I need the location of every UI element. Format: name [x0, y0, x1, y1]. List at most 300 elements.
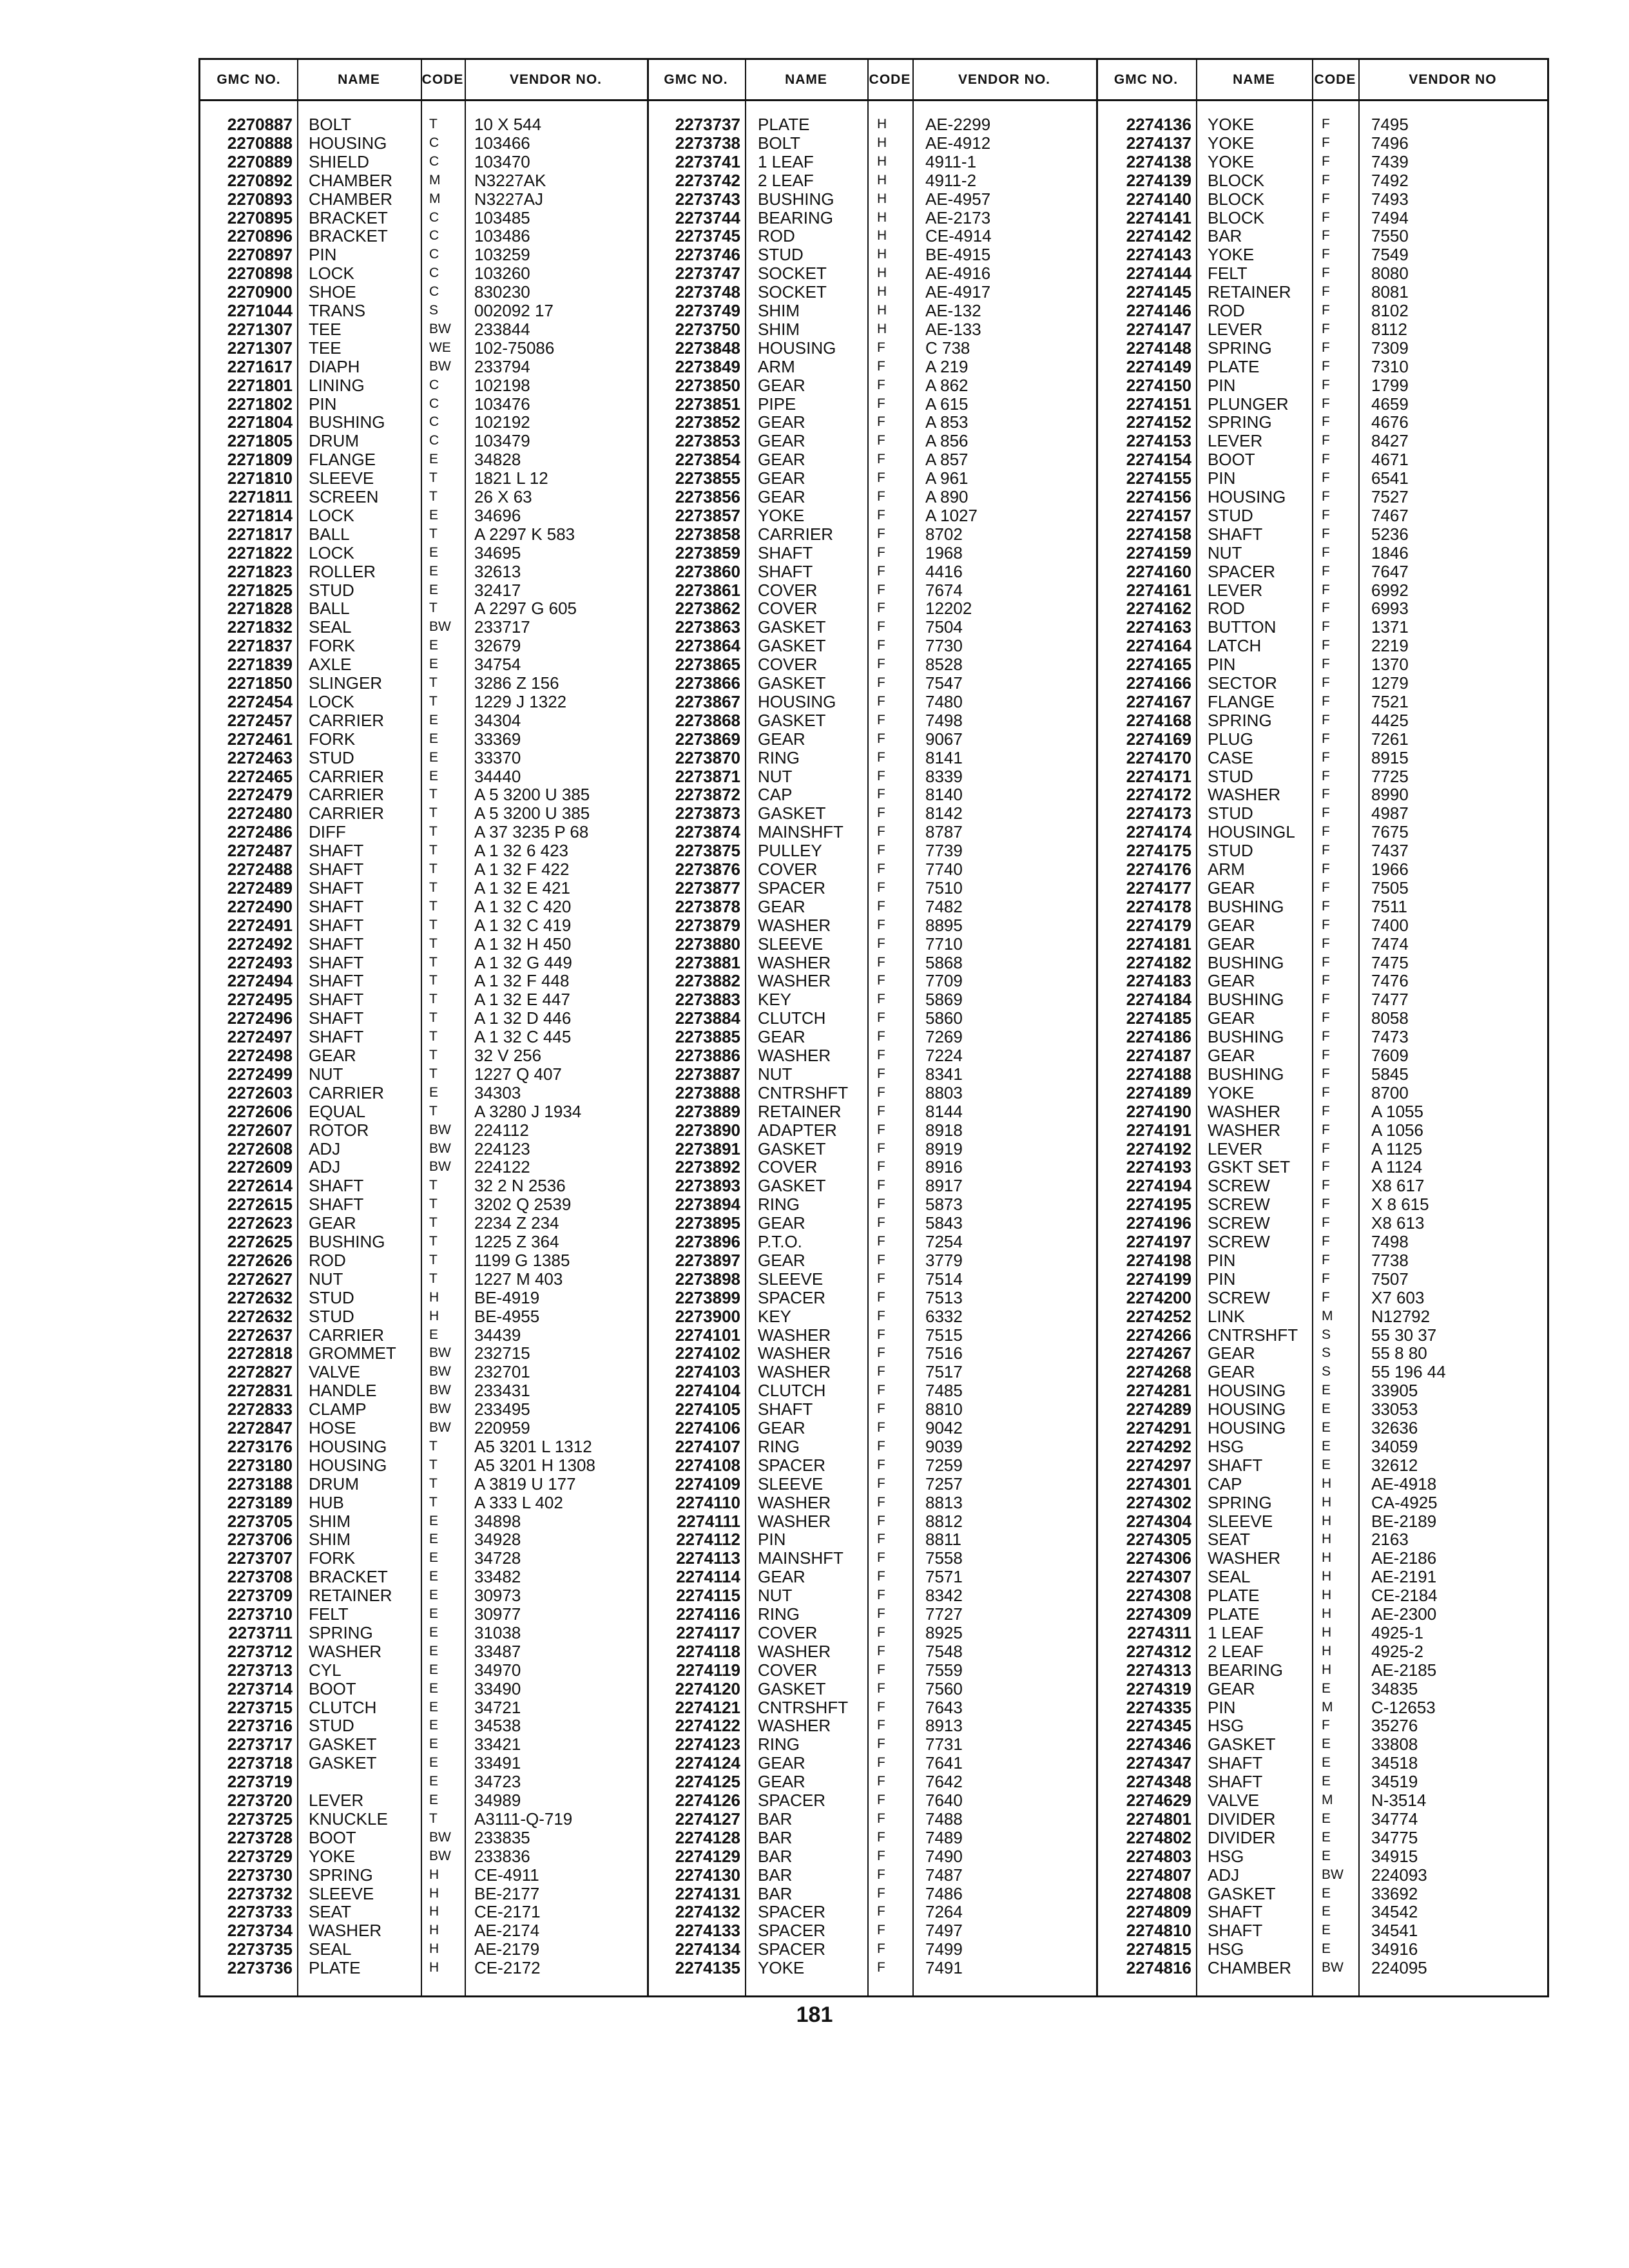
code: H [877, 247, 887, 262]
table-row [200, 1214, 1547, 1233]
part-name: SHAFT [309, 878, 364, 898]
gmc-number: 2272627 [227, 1269, 293, 1289]
part-name: NUT [758, 766, 793, 786]
part-name: GASKET [758, 710, 826, 730]
part-name: SCREW [1208, 1213, 1270, 1233]
part-name: SCREW [1208, 1195, 1270, 1215]
part-name: ROD [309, 1250, 346, 1270]
part-name: DIAPH [309, 356, 360, 376]
code: F [877, 1010, 885, 1026]
table-row [200, 245, 1547, 264]
code: E [429, 452, 439, 467]
code: E [429, 544, 439, 560]
part-name: DRUM [309, 1474, 359, 1494]
vendor-number: A3111-Q-719 [474, 1809, 573, 1829]
vendor-number: 7515 [925, 1325, 963, 1345]
vendor-number: 8810 [925, 1399, 963, 1419]
code: F [1322, 1252, 1330, 1267]
code: BW [429, 1420, 451, 1435]
gmc-number: 2273730 [227, 1865, 293, 1885]
gmc-number: 2274141 [1126, 207, 1191, 227]
gmc-number: 2274808 [1126, 1883, 1191, 1903]
part-name: HOUSING [1208, 1418, 1286, 1437]
part-name: WASHER [1208, 1120, 1281, 1140]
gmc-number: 2274319 [1126, 1678, 1191, 1698]
code: F [1322, 992, 1330, 1007]
part-name: PIN [1208, 375, 1236, 395]
vendor-number: 7511 [1371, 896, 1407, 916]
gmc-number: 2274305 [1126, 1530, 1191, 1550]
part-name: HOSE [309, 1418, 356, 1437]
gmc-number: 2273713 [227, 1660, 293, 1680]
code: T [429, 1066, 438, 1081]
part-name: LOCK [309, 543, 354, 562]
vendor-number: 224095 [1371, 1958, 1427, 1978]
code: F [877, 1252, 885, 1267]
part-name: COVER [758, 1622, 818, 1642]
code: F [877, 1699, 885, 1715]
table-row [200, 376, 1547, 395]
vendor-number: 34518 [1371, 1753, 1418, 1773]
part-name: BRACKET [309, 226, 388, 246]
gmc-number: 2272490 [227, 896, 293, 916]
part-name: CARRIER [309, 1082, 385, 1102]
vendor-number: 32636 [1371, 1418, 1418, 1437]
vendor-number: A 1124 [1371, 1157, 1423, 1177]
gmc-number: 2274146 [1126, 301, 1191, 320]
gmc-number: 2271804 [227, 412, 293, 432]
part-name: SPACER [758, 1902, 825, 1922]
gmc-number: 2274125 [675, 1772, 740, 1792]
code: C [429, 284, 439, 300]
code: T [429, 1457, 438, 1472]
code: F [877, 824, 885, 840]
vendor-number: 233836 [474, 1846, 530, 1866]
part-name: PLATE [309, 1958, 361, 1978]
table-row [200, 1829, 1547, 1847]
gmc-number: 2274173 [1126, 803, 1191, 823]
code: F [1322, 582, 1330, 597]
gmc-number: 2273707 [227, 1548, 293, 1568]
table-header [200, 60, 1547, 101]
code: F [877, 1811, 885, 1826]
code: E [1322, 1904, 1331, 1919]
gmc-number: 2274169 [1126, 729, 1191, 749]
gmc-number: 2273743 [675, 189, 740, 209]
gmc-number: 2274165 [1126, 655, 1191, 675]
part-name: SHAFT [1208, 1772, 1263, 1792]
gmc-number: 2273718 [227, 1753, 293, 1773]
code: E [429, 1588, 439, 1603]
vendor-number: CE-2172 [474, 1958, 541, 1978]
vendor-number: 7738 [1371, 1250, 1409, 1270]
gmc-number: 2274147 [1126, 319, 1191, 339]
part-name: RING [758, 1195, 800, 1215]
vendor-number: 4925-2 [1371, 1641, 1423, 1661]
vendor-number: A 2297 G 605 [474, 599, 577, 619]
vendor-number: 1846 [1371, 543, 1409, 562]
vendor-number: 7727 [925, 1604, 963, 1624]
code: F [877, 433, 885, 448]
code: E [429, 1643, 439, 1658]
gmc-number: 2271839 [227, 655, 293, 675]
table-row [200, 972, 1547, 990]
code: F [877, 452, 885, 467]
gmc-number: 2273866 [675, 673, 740, 693]
gmc-number: 2273711 [228, 1622, 293, 1642]
code: BW [429, 1829, 451, 1845]
code: T [429, 489, 438, 504]
part-name: SHAFT [309, 990, 364, 1010]
code: E [429, 1755, 439, 1771]
gmc-number: 2273734 [227, 1921, 293, 1941]
code: H [429, 1289, 439, 1305]
vendor-number: 33421 [474, 1735, 521, 1754]
gmc-number: 2271850 [227, 673, 293, 693]
table-row [200, 693, 1547, 711]
gmc-number: 2274347 [1126, 1753, 1191, 1773]
code: F [877, 768, 885, 783]
vendor-number: 7560 [925, 1678, 963, 1698]
table-row [200, 1381, 1547, 1400]
part-name: WASHER [758, 1641, 831, 1661]
part-name: BUSHING [1208, 1027, 1284, 1047]
gmc-number: 2272833 [227, 1399, 293, 1419]
vendor-number: 103259 [474, 245, 530, 265]
code: E [429, 731, 439, 746]
part-name: RING [758, 1735, 800, 1754]
vendor-number: 7261 [1371, 729, 1409, 749]
code: F [1322, 861, 1330, 876]
gmc-number: 2274187 [1126, 1046, 1191, 1065]
gmc-number: 2270895 [227, 207, 293, 227]
gmc-number: 2274155 [1126, 468, 1191, 488]
code: F [877, 1606, 885, 1621]
vendor-number: AE-2191 [1371, 1567, 1437, 1587]
code: H [1322, 1550, 1332, 1566]
gmc-number: 2273744 [675, 207, 740, 227]
part-name: BLOCK [1208, 170, 1265, 190]
code: F [877, 787, 885, 802]
header-vendor-no: VENDOR NO. [958, 72, 1050, 87]
vendor-number: 8913 [925, 1716, 963, 1736]
code: E [429, 1606, 439, 1621]
gmc-number: 2273725 [227, 1809, 293, 1829]
vendor-number: 34059 [1371, 1436, 1418, 1456]
code: BW [429, 1345, 451, 1361]
part-name: SHAFT [758, 561, 813, 581]
code: F [1322, 657, 1330, 672]
vendor-number: A 961 [925, 468, 969, 488]
code: H [877, 191, 887, 206]
vendor-number: A 853 [925, 412, 969, 432]
part-name: CARRIER [309, 710, 385, 730]
vendor-number: 34541 [1371, 1921, 1418, 1941]
gmc-number: 2274122 [675, 1716, 740, 1736]
part-name: DIFF [309, 822, 346, 842]
table-row [200, 320, 1547, 339]
vendor-number: 10 X 544 [474, 115, 542, 134]
table-row [200, 711, 1547, 730]
gmc-number: 2274309 [1126, 1604, 1191, 1624]
gmc-number: 2270889 [227, 151, 293, 171]
vendor-number: A 333 L 402 [474, 1492, 563, 1512]
code: F [1322, 1048, 1330, 1062]
code: E [429, 1662, 439, 1677]
code: F [877, 1792, 885, 1807]
part-name: SCREW [1208, 1176, 1270, 1196]
part-name: SHOE [309, 282, 356, 302]
gmc-number: 2273749 [675, 301, 740, 320]
code: T [429, 675, 438, 690]
vendor-number: A 1 32 6 423 [474, 841, 569, 861]
vendor-number: 7482 [925, 896, 963, 916]
code: F [1322, 265, 1330, 281]
code: F [877, 544, 885, 560]
part-name: GEAR [1208, 934, 1255, 954]
gmc-number: 2273869 [675, 729, 740, 749]
vendor-number: 103470 [474, 151, 530, 171]
vendor-number: X8 613 [1371, 1213, 1425, 1233]
gmc-number: 2273864 [675, 636, 740, 656]
table-row [200, 1642, 1547, 1661]
part-name: WASHER [1208, 785, 1281, 805]
gmc-number: 2274126 [675, 1791, 740, 1810]
code: H [1322, 1532, 1332, 1547]
gmc-number: 2274115 [676, 1586, 740, 1606]
vendor-number: 9067 [925, 729, 963, 749]
vendor-number: 8919 [925, 1139, 963, 1158]
vendor-number: 7224 [925, 1046, 963, 1065]
part-name: PLUNGER [1208, 394, 1289, 414]
part-name: YOKE [758, 1958, 805, 1978]
part-name: STUD [1208, 505, 1253, 525]
table-row [200, 134, 1547, 153]
vendor-number: 33692 [1371, 1883, 1418, 1903]
code: F [1322, 1010, 1330, 1026]
code: T [429, 1196, 438, 1212]
code: F [877, 1941, 885, 1957]
table-row [200, 432, 1547, 450]
gmc-number: 2274154 [1126, 450, 1191, 470]
gmc-number: 2270887 [227, 115, 293, 134]
part-name: BUTTON [1208, 617, 1277, 637]
table-row [200, 450, 1547, 469]
gmc-number: 2273189 [227, 1492, 293, 1512]
gmc-number: 2274113 [676, 1548, 740, 1568]
gmc-number: 2273715 [227, 1697, 293, 1717]
table-row [200, 618, 1547, 637]
vendor-number: 34696 [474, 505, 521, 525]
vendor-number: 9042 [925, 1418, 963, 1437]
part-name: HOUSINGL [1208, 822, 1295, 842]
code: F [877, 1457, 885, 1472]
gmc-number: 2272831 [227, 1381, 293, 1401]
part-name: NUT [758, 1586, 793, 1606]
gmc-number: 2273890 [675, 1120, 740, 1140]
header-gmc-no: GMC NO. [1113, 72, 1179, 87]
part-name: GEAR [758, 450, 805, 470]
gmc-number: 2271811 [228, 487, 293, 506]
table-row [200, 1698, 1547, 1717]
part-name: BALL [309, 524, 350, 544]
gmc-number: 2272465 [227, 766, 293, 786]
vendor-number: AE-4918 [1371, 1474, 1437, 1494]
vendor-number: AE-2185 [1371, 1660, 1437, 1680]
part-name: GEAR [758, 375, 805, 395]
vendor-number: 34440 [474, 766, 521, 786]
code: E [1322, 1811, 1331, 1826]
vendor-number: 55 30 37 [1371, 1325, 1437, 1345]
code: F [1322, 1122, 1330, 1137]
code: M [429, 191, 441, 206]
gmc-number: 2274130 [675, 1865, 740, 1885]
table-row [200, 190, 1547, 209]
part-name: STUD [309, 1716, 354, 1736]
code: F [1322, 1103, 1330, 1119]
part-name: SPACER [1208, 561, 1275, 581]
vendor-number: 34989 [474, 1791, 521, 1810]
gmc-number: 2274167 [1126, 691, 1191, 711]
code: F [1322, 731, 1330, 746]
part-name: HOUSING [309, 1436, 387, 1456]
code: F [1322, 1289, 1330, 1305]
part-name: WASHER [1208, 1548, 1281, 1568]
part-name: DIVIDER [1208, 1827, 1276, 1847]
table-row [200, 1475, 1547, 1494]
code: E [429, 638, 439, 653]
table-row [200, 749, 1547, 767]
table-row [200, 898, 1547, 916]
code: H [429, 1867, 439, 1882]
part-name: ADJ [309, 1139, 341, 1158]
vendor-number: 8142 [925, 803, 963, 823]
part-name: SEAL [1208, 1567, 1251, 1587]
part-name: LOCK [309, 505, 354, 525]
part-name: GEAR [1208, 878, 1255, 898]
vendor-number: 32613 [474, 561, 521, 581]
gmc-number: 2271809 [227, 450, 293, 470]
gmc-number: 2274188 [1126, 1064, 1191, 1084]
vendor-number: 34835 [1371, 1678, 1418, 1698]
part-name: 1 LEAF [758, 151, 814, 171]
gmc-number: 2274629 [1126, 1791, 1191, 1810]
vendor-number: 2163 [1371, 1530, 1409, 1550]
part-name: SPRING [1208, 412, 1272, 432]
table-row [200, 562, 1547, 581]
vendor-number: 33370 [474, 747, 521, 767]
header-vendor-no: VENDOR NO. [509, 72, 602, 87]
gmc-number: 2272454 [227, 691, 293, 711]
part-name: BEARING [1208, 1660, 1284, 1680]
gmc-number: 2272492 [227, 934, 293, 954]
vendor-number: 30977 [474, 1604, 521, 1624]
code: F [877, 992, 885, 1007]
part-name: WASHER [309, 1921, 382, 1941]
code: F [1322, 675, 1330, 690]
vendor-number: 8427 [1371, 431, 1409, 451]
gmc-number: 2274292 [1126, 1436, 1191, 1456]
part-name: ARM [758, 356, 795, 376]
gmc-number: 2274816 [1126, 1958, 1191, 1978]
part-name: RING [758, 1436, 800, 1456]
gmc-number: 2274148 [1126, 338, 1191, 358]
vendor-number: 7476 [1371, 971, 1409, 991]
code: E [1322, 1736, 1331, 1752]
table-row [200, 1773, 1547, 1791]
part-name: CLUTCH [758, 1008, 826, 1028]
part-name: SEAT [309, 1902, 351, 1922]
table-row [200, 1084, 1547, 1102]
part-name: SHAFT [309, 1176, 364, 1196]
table-row [200, 1437, 1547, 1456]
part-name: SHIM [309, 1530, 351, 1550]
table-row [200, 1456, 1547, 1475]
gmc-number: 2274120 [675, 1678, 740, 1698]
vendor-number: X7 603 [1371, 1287, 1425, 1307]
vendor-number: A 1027 [925, 505, 978, 525]
code: E [1322, 1438, 1331, 1454]
part-name: NUT [758, 1064, 793, 1084]
gmc-number: 2273736 [227, 1958, 293, 1978]
part-name: BUSHING [1208, 952, 1284, 972]
code: F [1322, 544, 1330, 560]
gmc-number: 2274164 [1126, 636, 1191, 656]
code: E [429, 1513, 439, 1528]
vendor-number: 34723 [474, 1772, 521, 1792]
vendor-number: N3227AK [474, 170, 546, 190]
part-name: FLANGE [1208, 691, 1275, 711]
vendor-number: 33490 [474, 1678, 521, 1698]
gmc-number: 2274195 [1126, 1195, 1191, 1215]
part-name: SHIM [309, 1511, 351, 1531]
vendor-number: 34915 [1371, 1846, 1418, 1866]
vendor-number: CE-4914 [925, 226, 992, 246]
part-name: LATCH [1208, 636, 1262, 656]
vendor-number: 224123 [474, 1139, 530, 1158]
part-name: CNTRSHFT [1208, 1325, 1298, 1345]
table-row [200, 506, 1547, 525]
vendor-number: 224122 [474, 1157, 530, 1177]
vendor-number: 8918 [925, 1120, 963, 1140]
vendor-number: 224112 [474, 1120, 529, 1140]
code: BW [429, 1159, 451, 1175]
gmc-number: 2272496 [227, 1008, 293, 1028]
part-name: LEVER [309, 1791, 364, 1810]
gmc-number: 2273716 [227, 1716, 293, 1736]
gmc-number: 2273886 [675, 1046, 740, 1065]
code: F [1322, 191, 1330, 206]
code: F [1322, 433, 1330, 448]
vendor-number: 5845 [1371, 1064, 1409, 1084]
part-name: BUSHING [1208, 896, 1284, 916]
code: E [1322, 1774, 1331, 1789]
gmc-number: 2274118 [676, 1641, 740, 1661]
vendor-number: A 1055 [1371, 1101, 1423, 1121]
part-name: GEAR [758, 1418, 805, 1437]
part-name: CARRIER [309, 766, 385, 786]
gmc-number: 2273897 [675, 1250, 740, 1270]
vendor-number: 4987 [1371, 803, 1409, 823]
code: T [429, 1271, 438, 1286]
table-row [200, 1605, 1547, 1624]
gmc-number: 2272609 [227, 1157, 293, 1177]
vendor-number: 1199 G 1385 [474, 1250, 570, 1270]
gmc-number: 2274160 [1126, 561, 1191, 581]
part-name: PLATE [1208, 1586, 1260, 1606]
gmc-number: 2274150 [1126, 375, 1191, 395]
part-name: HANDLE [309, 1381, 377, 1401]
